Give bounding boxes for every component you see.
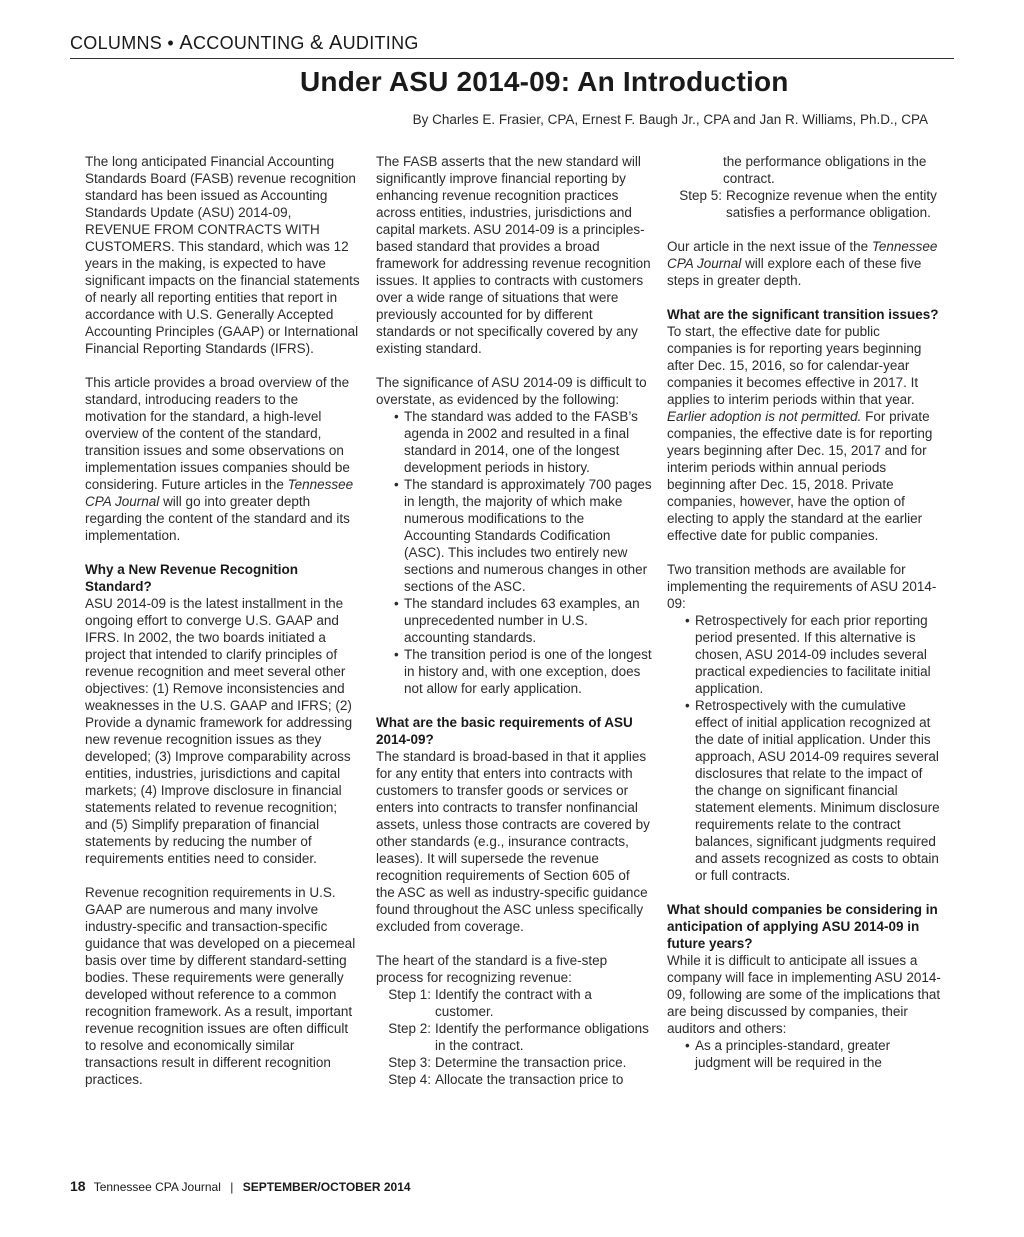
list-item: • The transition period is one of the longest in history and, with one exception, does not allow for early application. xyxy=(376,646,652,697)
paragraph: ASU 2014-09 is the latest installment in the ongoing effort to converge U.S. GAAP and IFRS. In 2002, the two boards initiated a project that intended to clarify principles of revenue recognition and meet several other objectives: (1) Remove inconsistencies and weaknesses in the U.S. GAAP and IFRS; (2) Provide a dynamic framework for addressing new revenue recognition issues as they developed; (3) Improve comparability across entities, industries, jurisdictions and capital markets; (4) Improve disclosure in financial statements related to revenue recognition; and (5) Simplify preparation of financial statements by reducing the number of requirements entities need to consider. xyxy=(85,596,353,866)
column-1 xyxy=(85,153,360,1105)
paragraph: This article provides a broad overview of the standard, introducing readers to the motivation for the standard, a high-level overview of the content of the standard, transition issues and some observations on implementation issues companies should be considering. Future articles in the Tennessee CPA Journal will go into greater depth regarding the content of the standard and its implementation. xyxy=(85,375,354,543)
section-bullet: • xyxy=(167,33,175,53)
section-subtitle: ACCOUNTING & AUDITING xyxy=(179,32,419,54)
list-item: • As a principles-standard, greater judgment will be required in the xyxy=(667,1037,942,1071)
paragraph: To start, the effective date for public companies is for reporting years beginning after Dec. 15, 2016, so for calendar-year companies it becomes effective in 2017. It applies to interim periods within that year. Earlier adoption is not permitted. For private companies, the effective date is for reporting years beginning after Dec. 15, 2017 and for interim periods within annual periods beginning after Dec. 15, 2018. Private companies, however, have the option of electing to apply the standard at the earlier effective date for public companies. xyxy=(667,324,933,543)
list-item: • The standard is approximately 700 pages in length, the majority of which make numerous modifications to the Accounting Standards Codification (ASC). This includes two entirely new sections and numerous changes in other sections of the ASC. xyxy=(376,476,652,595)
footer-separator: | xyxy=(230,1180,234,1194)
section-heading: What should companies be considering in anticipation of applying ASU 2014-09 in future years? xyxy=(667,902,938,951)
list-item: • The standard was added to the FASB’s agenda in 2002 and resulted in a final standard in 2014, one of the longest development periods in history. xyxy=(376,408,652,476)
emphasis: Earlier adoption is not permitted. xyxy=(667,409,862,424)
paragraph: The FASB asserts that the new standard will significantly improve financial reporting by enhancing revenue recognition practices across entities, industries, jurisdictions and capital markets. ASU 2014-09 is a principles-based standard that provides a broad framework for addressing revenue recognition issues. It applies to contracts with customers over a wide range of situations that were previously accounted for by different standards or not specifically covered by any existing standard. xyxy=(376,154,651,356)
column-3 xyxy=(667,153,942,1088)
journal-name: Tennessee CPA Journal xyxy=(85,477,354,509)
step-item: Step 1: Identify the contract with a customer. xyxy=(388,987,592,1019)
step-item: Step 5: Recognize revenue when the entity satisfies a performance obligation. xyxy=(679,188,937,220)
paragraph: While it is difficult to anticipate all issues a company will face in implementing ASU 2014-09, following are some of the implications that are being discussed by companies, their auditors and others: xyxy=(667,953,941,1036)
section-heading: What are the significant transition issues? xyxy=(667,307,939,322)
section-label: COLUMNS xyxy=(70,33,163,53)
section-heading: Why a New Revenue Recognition Standard? xyxy=(85,562,299,594)
paragraph: Revenue recognition requirements in U.S. GAAP are numerous and many involve industry-specific and transaction-specific guidance that was developed on a piecemeal basis over time by different standard-setting bodies. These requirements were generally developed without reference to a common recognition framework. As a result, important revenue recognition issues are often difficult to resolve and economically similar transactions result in different recognition practices. xyxy=(85,885,356,1087)
paragraph: The significance of ASU 2014-09 is difficult to overstate, as evidenced by the following: xyxy=(376,375,647,407)
paragraph: Our article in the next issue of the Tennessee CPA Journal will explore each of these five steps in greater depth. xyxy=(667,239,938,288)
page-footer xyxy=(70,1178,411,1194)
column-2 xyxy=(376,153,652,1105)
five-step-list xyxy=(376,986,652,1088)
article-title: Under ASU 2014-09: An Introduction xyxy=(300,66,789,97)
paragraph: Two transition methods are available for implementing the requirements of ASU 2014-09: xyxy=(667,562,937,611)
step-item: Step 2: Identify the performance obligations in the contract. xyxy=(388,1021,649,1053)
significance-list xyxy=(376,408,652,697)
list-item: • The standard includes 63 examples, an unprecedented number in U.S. accounting standards. xyxy=(376,595,652,646)
transition-method-list xyxy=(667,612,942,884)
list-item: • Retrospectively for each prior reporting period presented. If this alternative is chosen, ASU 2014-09 includes several practical expediencies to facilitate initial application. xyxy=(667,612,942,697)
issue-date: SEPTEMBER/OCTOBER 2014 xyxy=(242,1180,411,1194)
paragraph: The heart of the standard is a five-step process for recognizing revenue: xyxy=(376,953,608,985)
step-item: Step 3: Determine the transaction price. xyxy=(388,1055,627,1070)
step-item: Step 4: Allocate the transaction price to xyxy=(388,1072,624,1087)
journal-title: Tennessee CPA Journal xyxy=(93,1180,221,1194)
paragraph: The long anticipated Financial Accounting Standards Board (FASB) revenue recognition standard has been issued as Accounting Standards Update (ASU) 2014-09, REVENUE FROM CONTRACTS WITH CUSTOMERS. This standard, which was 12 years in the making, is expected to have significant impacts on the financial statements of nearly all reporting entities that report in accordance with U.S. Generally Accepted Accounting Principles (GAAP) or International Financial Reporting Standards (IFRS). xyxy=(85,154,360,356)
step-continuation: the performance obligations in the contract. xyxy=(723,154,927,186)
page-number: 18 xyxy=(70,1178,86,1194)
paragraph: The standard is broad-based in that it applies for any entity that enters into contracts with customers to transfer goods or services or enters into contracts to transfer nonfinancial assets, unless those contracts are covered by other standards (e.g., insurance contracts, leases). It will supersede the revenue recognition requirements of Section 605 of the ASC as well as industry-specific guidance found throughout the ASC unless specifically excluded from coverage. xyxy=(376,749,650,934)
section-header xyxy=(70,32,954,59)
list-item: • Retrospectively with the cumulative effect of initial application recognized at the date of initial application. Under this approach, ASU 2014-09 requires several disclosures that relate to the impact of the change on significant financial statement elements. Minimum disclosure requirements relate to the contract balances, significant judgments required and assets recognized as costs to obtain or full contracts. xyxy=(667,697,942,884)
journal-name: Tennessee CPA Journal xyxy=(667,239,938,271)
article-byline: By Charles E. Frasier, CPA, Ernest F. Baugh Jr., CPA and Jan R. Williams, Ph.D., CPA xyxy=(412,112,928,127)
section-heading: What are the basic requirements of ASU 2014-09? xyxy=(376,715,633,747)
implication-list xyxy=(667,1037,942,1071)
